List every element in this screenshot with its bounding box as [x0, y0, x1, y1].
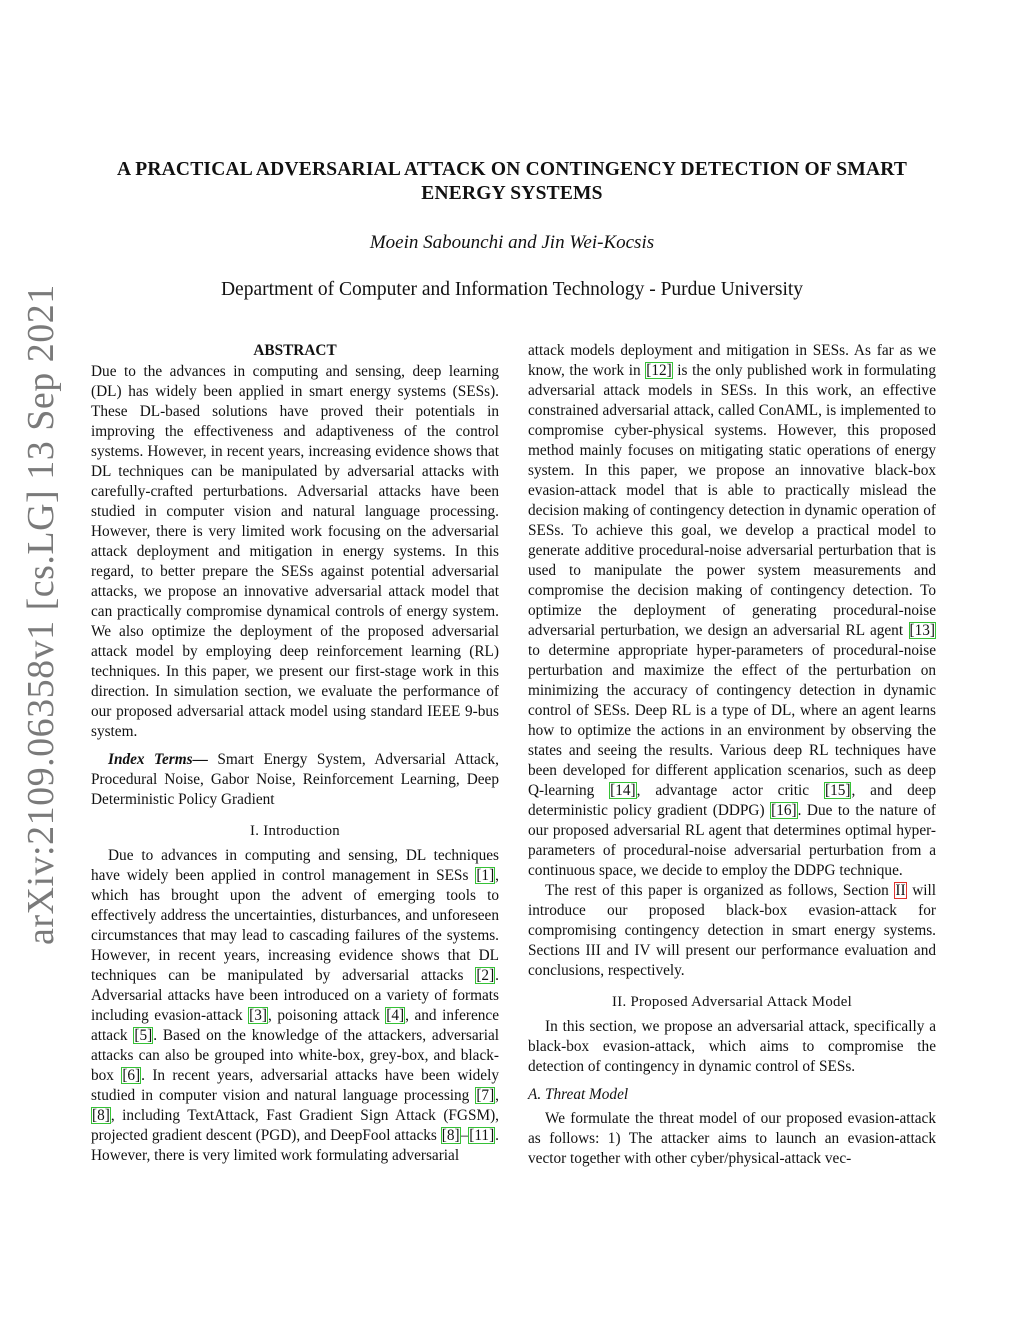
citation-link[interactable]: [15]: [824, 782, 851, 799]
citation-link[interactable]: [5]: [134, 1027, 153, 1044]
arxiv-stamp: arXiv:2109.06358v1 [cs.LG] 13 Sep 2021: [20, 284, 62, 945]
citation-link[interactable]: [14]: [610, 782, 636, 799]
paper-title: [80, 158, 944, 206]
citation-link[interactable]: [6]: [122, 1067, 141, 1084]
threat-model-paragraph: We formulate the threat model of our proposed evasion-attack as follows: 1) The attacker aims to launch an evasion-attack vector together with other cyber/physical-attack vec-: [528, 1110, 936, 1167]
index-terms-label: Index Terms—: [108, 751, 208, 768]
intro-paragraph-1: Due to advances in computing and sensing, DL techniques have widely been applied in control management in SESs [1], which has brought upon the advent of emerging tools to effectively address the uncertainties, disturbances, and unforeseen circumstances that may lead to cascading failures of the systems. However, in recent years, increasing evidence shows that DL techniques can be manipulated by adversarial attacks [2]. Adversarial attacks have been introduced on a variety of formats including evasion-attack [3], poisoning attack [4], and inference attack [5]. Based on the knowledge of the attackers, adversarial attacks can also be grouped into white-box, grey-box, and black-box [6]. In recent years, adversarial attacks have been widely studied in computer vision and natural language processing [7], [8], including TextAttack, Fast Gradient Sign Attack (FGSM), projected gradient descent (PGD), and DeepFool attacks [8]–[11]. However, there is very limited work formulating adversarial: [91, 847, 500, 1164]
section-2-paragraph-1: In this section, we propose an adversarial attack, specifically a black-box evasion-attack, which aims to compromise the detection of contingency in dynamic control of SESs.: [528, 1018, 936, 1075]
title-line-2: ENERGY SYSTEMS: [421, 183, 603, 204]
title-line-1: A PRACTICAL ADVERSARIAL ATTACK ON CONTINGENCY DETECTION OF SMART: [116, 159, 908, 180]
citation-link[interactable]: [4]: [386, 1007, 405, 1024]
citation-link[interactable]: [16]: [771, 802, 797, 819]
index-terms-text: Smart Energy System, Adversarial Attack, Procedural Noise, Gabor Noise, Reinforcement Learning, Deep Deterministic Policy Gradient: [91, 751, 499, 808]
threat-model-heading: A. Threat Model: [528, 1086, 629, 1103]
citation-link[interactable]: [12]: [646, 362, 672, 379]
section-2-heading: II. Proposed Adversarial Attack Model: [612, 994, 852, 1010]
citation-link[interactable]: [11]: [469, 1127, 495, 1144]
authors: Moein Sabounchi and Jin Wei-Kocsis: [369, 232, 655, 253]
index-terms: [91, 750, 499, 810]
citation-link[interactable]: [1]: [476, 867, 495, 884]
citation-link[interactable]: [7]: [476, 1087, 495, 1104]
citation-link[interactable]: [2]: [476, 967, 495, 984]
intro-paragraph-2: The rest of this paper is organized as follows, Section II will introduce our proposed black-box evasion-attack for compromising contingency detection in smart energy systems. Sections III and IV will present our performance evaluation and conclusions, respectively.: [528, 882, 937, 979]
abstract-text: Due to the advances in computing and sensing, deep learning (DL) has widely been applied in smart energy systems (SESs). These DL-based solutions have proved their potentials in improving the effectiveness and adaptiveness of the control systems. However, in recent years, increasing evidence shows that DL techniques can be manipulated by adversarial attacks with carefully-crafted perturbations. Adversarial attacks have been studied in computer vision and natural language processing. However, there is very limited work focusing on the adversarial attack deployment and mitigation in energy systems. In this regard, to better prepare the SESs against potential adversarial attacks, we propose an innovative adversarial attack model that can practically compromise dynamical controls of energy system. We also optimize the deployment of the proposed adversarial attack model by employing deep reinforcement learning (RL) techniques. In this paper, we present our first-stage work in this direction. In simulation section, we evaluate the performance of our proposed adversarial attack model using standard IEEE 9-bus system.: [91, 363, 499, 740]
affiliation: Department of Computer and Information Technology - Purdue University: [220, 279, 804, 300]
citation-link[interactable]: [3]: [249, 1007, 268, 1024]
left-column: [91, 341, 499, 1166]
right-column: [528, 341, 936, 1169]
section-reference-link[interactable]: II: [895, 882, 906, 899]
citation-link[interactable]: [13]: [909, 622, 935, 639]
citation-link[interactable]: [8]: [92, 1107, 110, 1124]
intro-paragraph-1-continued: attack models deployment and mitigation in SESs. As far as we know, the work in [12] is the only published work in formulating adversarial attack models in SESs. In this work, an effective constrained adversarial attack, called ConAML, is implemented to compromise cyber-physical systems. However, this proposed method mainly focuses on mitigating static operations of energy system. In this paper, we propose an innovative black-box evasion-attack model that is able to practically mislead the decision making of contingency detection in dynamic operation of SESs. To achieve this goal, we develop a practical model to generate additive procedural-noise adversarial perturbation that is used to manipulate the power system measurements and compromise the decision making of contingency detection. To optimize the deployment of generating procedural-noise adversarial perturbation, we design an adversarial RL agent [13] to determine appropriate hyper-parameters of procedural-noise perturbation and maximize the effect of the perturbation on minimizing the accuracy of contingency detection in dynamic control of SESs. Deep RL is a type of DL, where an agent learns how to optimize the actions in an environment by observing the states and seeing the results. Various deep RL techniques have been developed for different application scenarios, such as deep Q-learning [14], advantage actor critic [15], and deep deterministic policy gradient (DDPG) [16]. Due to the nature of our proposed adversarial RL agent that determines optimal hyper-parameters of procedural-noise adversarial perturbation from a continuous space, we decide to employ the DDPG technique.: [528, 342, 937, 879]
abstract-heading: ABSTRACT: [253, 342, 337, 359]
section-1-heading: I. Introduction: [250, 823, 340, 839]
citation-link[interactable]: [8]: [441, 1127, 460, 1144]
